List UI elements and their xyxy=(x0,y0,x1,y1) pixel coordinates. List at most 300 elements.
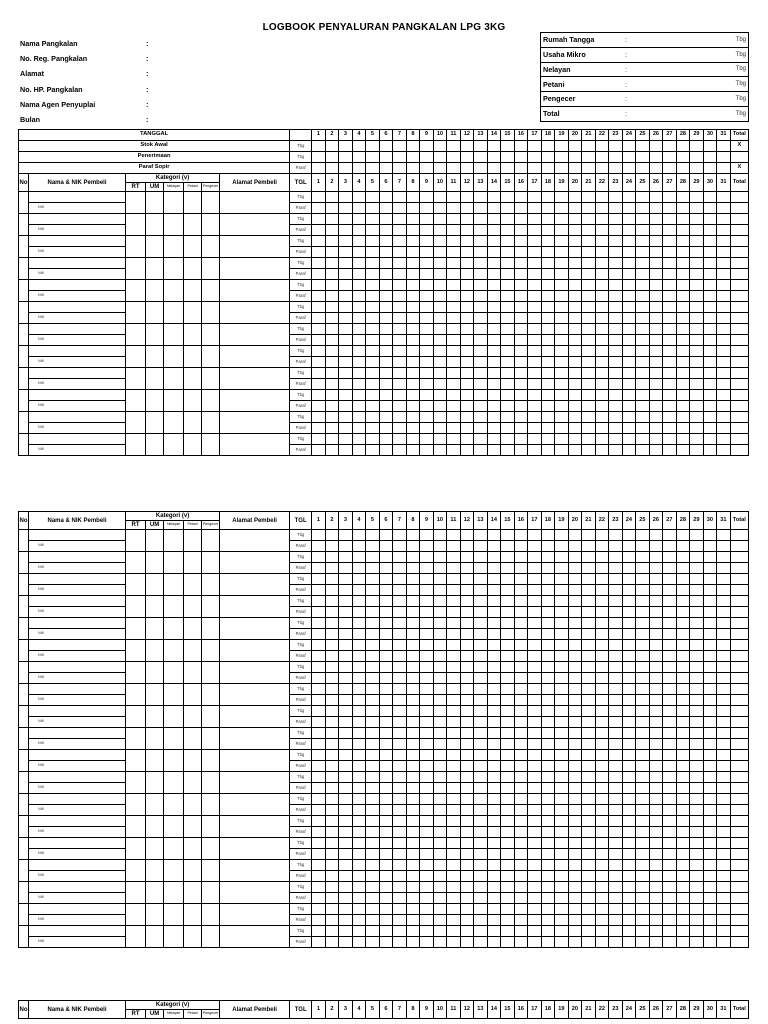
day-cell xyxy=(393,291,407,302)
day-cell xyxy=(690,849,704,860)
day-cell xyxy=(582,280,596,291)
day-number: 15 xyxy=(501,174,515,192)
day-cell xyxy=(312,662,326,673)
day-cell xyxy=(406,379,420,390)
summary-table xyxy=(540,32,749,122)
alamat-header: Alamat Pembeli xyxy=(220,174,290,192)
day-cell xyxy=(339,937,353,948)
day-number: 26 xyxy=(649,512,663,530)
day-cell xyxy=(447,706,461,717)
day-cell xyxy=(433,390,447,401)
kategori-cell xyxy=(184,596,202,618)
day-cell xyxy=(541,607,555,618)
kategori-cell xyxy=(202,552,220,574)
day-cell xyxy=(514,379,528,390)
grid-cell xyxy=(406,163,420,174)
day-cell xyxy=(703,893,717,904)
day-cell xyxy=(379,662,393,673)
day-cell xyxy=(649,401,663,412)
day-cell xyxy=(676,871,690,882)
day-cell xyxy=(393,893,407,904)
day-cell xyxy=(514,640,528,651)
entry-row xyxy=(19,258,749,269)
day-cell xyxy=(406,728,420,739)
grid-cell xyxy=(339,141,353,152)
day-cell xyxy=(325,937,339,948)
day-cell xyxy=(555,302,569,313)
day-cell xyxy=(460,390,474,401)
day-cell xyxy=(676,783,690,794)
kategori-cell xyxy=(146,368,164,390)
day-cell xyxy=(690,530,704,541)
day-cell xyxy=(663,849,677,860)
day-cell xyxy=(352,423,366,434)
day-cell xyxy=(636,225,650,236)
logbook-table-1 xyxy=(18,129,749,456)
day-cell xyxy=(568,335,582,346)
day-cell xyxy=(366,673,380,684)
day-cell xyxy=(717,269,731,280)
entry-row xyxy=(19,794,749,805)
day-cell xyxy=(339,827,353,838)
day-cell xyxy=(649,552,663,563)
summary-unit: Tbg xyxy=(649,62,749,77)
day-cell xyxy=(555,269,569,280)
day-number: 19 xyxy=(555,130,569,141)
grid-cell xyxy=(703,141,717,152)
day-cell xyxy=(379,269,393,280)
grid-cell xyxy=(595,152,609,163)
day-cell xyxy=(690,618,704,629)
day-cell xyxy=(582,563,596,574)
day-cell xyxy=(609,280,623,291)
day-cell xyxy=(379,192,393,203)
day-cell xyxy=(447,717,461,728)
day-cell xyxy=(406,247,420,258)
total-header: Total xyxy=(730,130,748,141)
day-cell xyxy=(663,574,677,585)
total-cell xyxy=(730,596,748,607)
day-number: 21 xyxy=(582,512,596,530)
day-number: 17 xyxy=(528,130,542,141)
day-cell xyxy=(447,541,461,552)
entry-row xyxy=(19,882,749,893)
day-cell xyxy=(366,258,380,269)
day-cell xyxy=(420,673,434,684)
grid-cell xyxy=(609,141,623,152)
day-cell xyxy=(447,772,461,783)
nik-label: NIK xyxy=(29,269,126,280)
no-cell xyxy=(19,302,29,324)
day-cell xyxy=(501,225,515,236)
kategori-cell xyxy=(126,596,146,618)
day-cell xyxy=(663,434,677,445)
nik-label: NIK xyxy=(29,247,126,258)
info-label: No. Reg. Pangkalan xyxy=(20,54,88,64)
day-cell xyxy=(663,860,677,871)
day-cell xyxy=(393,247,407,258)
day-cell xyxy=(663,695,677,706)
day-cell xyxy=(406,750,420,761)
day-cell xyxy=(541,269,555,280)
summary-row xyxy=(541,62,749,77)
day-cell xyxy=(406,937,420,948)
kategori-cell xyxy=(146,214,164,236)
day-cell xyxy=(406,695,420,706)
day-cell xyxy=(609,541,623,552)
day-cell xyxy=(676,838,690,849)
alamat-cell xyxy=(220,838,290,860)
kategori-cell xyxy=(146,324,164,346)
no-cell xyxy=(19,838,29,860)
day-cell xyxy=(649,541,663,552)
day-cell xyxy=(366,607,380,618)
day-cell xyxy=(325,838,339,849)
day-cell xyxy=(582,618,596,629)
day-cell xyxy=(352,750,366,761)
day-cell xyxy=(420,552,434,563)
day-cell xyxy=(541,893,555,904)
day-cell xyxy=(514,357,528,368)
day-cell xyxy=(703,574,717,585)
day-number: 15 xyxy=(501,130,515,141)
day-cell xyxy=(541,541,555,552)
alamat-cell xyxy=(220,192,290,214)
day-cell xyxy=(636,794,650,805)
day-number: 8 xyxy=(406,174,420,192)
day-cell xyxy=(379,629,393,640)
day-number: 30 xyxy=(703,512,717,530)
grid-cell xyxy=(325,141,339,152)
day-cell xyxy=(703,827,717,838)
day-cell xyxy=(636,838,650,849)
kategori-cell xyxy=(202,236,220,258)
day-cell xyxy=(555,662,569,673)
day-cell xyxy=(622,596,636,607)
nik-label: NIK xyxy=(29,651,126,662)
day-cell xyxy=(541,695,555,706)
day-cell xyxy=(339,302,353,313)
day-cell xyxy=(609,849,623,860)
day-cell xyxy=(393,357,407,368)
day-cell xyxy=(325,401,339,412)
day-cell xyxy=(568,445,582,456)
day-cell xyxy=(582,247,596,258)
day-cell xyxy=(501,926,515,937)
day-cell xyxy=(393,269,407,280)
day-cell xyxy=(568,904,582,915)
day-cell xyxy=(595,871,609,882)
day-cell xyxy=(420,783,434,794)
day-cell xyxy=(582,596,596,607)
paraf-label: Paraf xyxy=(290,225,312,236)
day-cell xyxy=(690,871,704,882)
day-cell xyxy=(487,937,501,948)
day-cell xyxy=(352,445,366,456)
tbg-label: Tbg xyxy=(290,574,312,585)
paraf-label: Paraf xyxy=(290,357,312,368)
day-cell xyxy=(352,563,366,574)
day-cell xyxy=(514,368,528,379)
day-cell xyxy=(474,563,488,574)
alamat-cell xyxy=(220,882,290,904)
day-cell xyxy=(582,390,596,401)
day-cell xyxy=(474,618,488,629)
day-cell xyxy=(582,607,596,618)
day-cell xyxy=(460,236,474,247)
day-cell xyxy=(393,280,407,291)
day-cell xyxy=(582,849,596,860)
kategori-cell xyxy=(164,346,184,368)
day-cell xyxy=(595,651,609,662)
day-cell xyxy=(649,203,663,214)
day-cell xyxy=(555,401,569,412)
day-cell xyxy=(609,926,623,937)
day-number: 11 xyxy=(447,130,461,141)
total-cell xyxy=(730,860,748,871)
day-cell xyxy=(690,684,704,695)
day-cell xyxy=(460,541,474,552)
day-cell xyxy=(568,937,582,948)
day-cell xyxy=(406,390,420,401)
day-cell xyxy=(717,882,731,893)
kategori-cell xyxy=(164,706,184,728)
day-cell xyxy=(717,302,731,313)
day-cell xyxy=(690,596,704,607)
tbg-label: Tbg xyxy=(290,794,312,805)
day-cell xyxy=(501,434,515,445)
day-cell xyxy=(676,291,690,302)
day-cell xyxy=(555,203,569,214)
day-cell xyxy=(393,739,407,750)
day-cell xyxy=(636,618,650,629)
day-cell xyxy=(649,629,663,640)
day-cell xyxy=(339,236,353,247)
day-cell xyxy=(690,805,704,816)
day-cell xyxy=(541,247,555,258)
grid-cell xyxy=(663,152,677,163)
day-cell xyxy=(420,357,434,368)
day-cell xyxy=(501,739,515,750)
paraf-label: Paraf xyxy=(290,607,312,618)
day-cell xyxy=(447,390,461,401)
day-cell xyxy=(447,585,461,596)
day-cell xyxy=(541,838,555,849)
day-cell xyxy=(393,937,407,948)
day-cell xyxy=(717,871,731,882)
nama-cell xyxy=(29,280,126,291)
day-cell xyxy=(609,552,623,563)
day-cell xyxy=(595,313,609,324)
day-cell xyxy=(487,882,501,893)
day-cell xyxy=(703,541,717,552)
day-cell xyxy=(366,357,380,368)
day-cell xyxy=(460,401,474,412)
total-cell xyxy=(730,302,748,313)
day-cell xyxy=(379,783,393,794)
day-cell xyxy=(555,849,569,860)
day-cell xyxy=(352,552,366,563)
total-header: Total xyxy=(730,174,748,192)
kategori-cell xyxy=(146,434,164,456)
grid-cell xyxy=(555,152,569,163)
day-cell xyxy=(501,585,515,596)
day-cell xyxy=(420,346,434,357)
alamat-cell xyxy=(220,302,290,324)
kategori-cell xyxy=(184,816,202,838)
tbg-label: Tbg xyxy=(290,596,312,607)
day-cell xyxy=(717,860,731,871)
day-cell xyxy=(636,335,650,346)
kategori-cell xyxy=(184,684,202,706)
day-cell xyxy=(663,280,677,291)
day-cell xyxy=(609,662,623,673)
day-cell xyxy=(622,783,636,794)
day-cell xyxy=(379,552,393,563)
day-cell xyxy=(501,346,515,357)
day-cell xyxy=(690,816,704,827)
day-cell xyxy=(447,302,461,313)
day-cell xyxy=(393,574,407,585)
day-cell xyxy=(487,368,501,379)
day-cell xyxy=(406,258,420,269)
day-cell xyxy=(420,258,434,269)
day-cell xyxy=(595,662,609,673)
day-cell xyxy=(379,390,393,401)
kategori-cell xyxy=(184,214,202,236)
day-cell xyxy=(690,203,704,214)
day-cell xyxy=(609,772,623,783)
kategori-cell xyxy=(126,192,146,214)
day-cell xyxy=(703,662,717,673)
day-cell xyxy=(703,629,717,640)
kategori-cell xyxy=(146,816,164,838)
day-cell xyxy=(393,225,407,236)
day-cell xyxy=(649,651,663,662)
kategori-cell xyxy=(146,552,164,574)
grid-cell xyxy=(460,163,474,174)
day-cell xyxy=(352,357,366,368)
day-cell xyxy=(420,574,434,585)
grid-cell xyxy=(649,152,663,163)
day-number: 19 xyxy=(555,1001,569,1019)
day-cell xyxy=(514,805,528,816)
grid-cell xyxy=(649,163,663,174)
kategori-cell xyxy=(202,390,220,412)
day-cell xyxy=(420,585,434,596)
kategori-cell xyxy=(184,926,202,948)
paraf-label: Paraf xyxy=(290,379,312,390)
day-cell xyxy=(676,585,690,596)
day-cell xyxy=(352,640,366,651)
summary-separator: : xyxy=(623,62,649,77)
day-cell xyxy=(555,871,569,882)
day-cell xyxy=(690,390,704,401)
total-cell xyxy=(730,401,748,412)
day-cell xyxy=(663,827,677,838)
day-cell xyxy=(555,563,569,574)
day-cell xyxy=(717,783,731,794)
day-number: 3 xyxy=(339,512,353,530)
nik-label: NIK xyxy=(29,401,126,412)
day-cell xyxy=(690,258,704,269)
day-cell xyxy=(622,673,636,684)
day-cell xyxy=(501,662,515,673)
nama-cell xyxy=(29,192,126,203)
day-cell xyxy=(609,423,623,434)
day-cell xyxy=(474,816,488,827)
day-cell xyxy=(717,445,731,456)
day-cell xyxy=(649,926,663,937)
day-cell xyxy=(352,390,366,401)
day-cell xyxy=(501,871,515,882)
day-cell xyxy=(474,838,488,849)
penerimaan-row xyxy=(19,152,749,163)
day-cell xyxy=(541,926,555,937)
kategori-header: Kategori (v) xyxy=(126,512,220,521)
day-cell xyxy=(622,192,636,203)
day-cell xyxy=(690,794,704,805)
day-cell xyxy=(541,563,555,574)
day-cell xyxy=(501,541,515,552)
day-cell xyxy=(595,247,609,258)
day-cell xyxy=(622,291,636,302)
alamat-cell xyxy=(220,860,290,882)
day-cell xyxy=(474,607,488,618)
day-cell xyxy=(420,401,434,412)
day-cell xyxy=(676,607,690,618)
day-cell xyxy=(690,640,704,651)
nik-label: NIK xyxy=(29,357,126,368)
day-cell xyxy=(393,401,407,412)
day-cell xyxy=(676,574,690,585)
paraf-label: Paraf xyxy=(290,269,312,280)
day-cell xyxy=(447,915,461,926)
total-cell xyxy=(730,346,748,357)
day-cell xyxy=(568,357,582,368)
tbg-label: Tbg xyxy=(290,552,312,563)
day-cell xyxy=(487,684,501,695)
grid-cell xyxy=(663,163,677,174)
page-title: LOGBOOK PENYALURAN PANGKALAN LPG 3KG xyxy=(262,22,506,33)
day-cell xyxy=(487,750,501,761)
day-cell xyxy=(622,860,636,871)
day-cell xyxy=(568,871,582,882)
kategori-cell xyxy=(126,368,146,390)
day-cell xyxy=(528,893,542,904)
no-cell xyxy=(19,662,29,684)
kategori-cell xyxy=(126,390,146,412)
day-cell xyxy=(379,695,393,706)
day-cell xyxy=(487,849,501,860)
nik-label: NIK xyxy=(29,379,126,390)
day-cell xyxy=(433,203,447,214)
day-cell xyxy=(474,368,488,379)
kategori-cell xyxy=(164,214,184,236)
day-cell xyxy=(717,750,731,761)
day-cell xyxy=(568,563,582,574)
day-cell xyxy=(339,434,353,445)
day-cell xyxy=(352,618,366,629)
day-cell xyxy=(420,335,434,346)
entry-row xyxy=(19,412,749,423)
day-cell xyxy=(555,706,569,717)
day-number: 22 xyxy=(595,512,609,530)
day-cell xyxy=(528,247,542,258)
day-cell xyxy=(447,434,461,445)
day-cell xyxy=(568,390,582,401)
day-cell xyxy=(609,915,623,926)
